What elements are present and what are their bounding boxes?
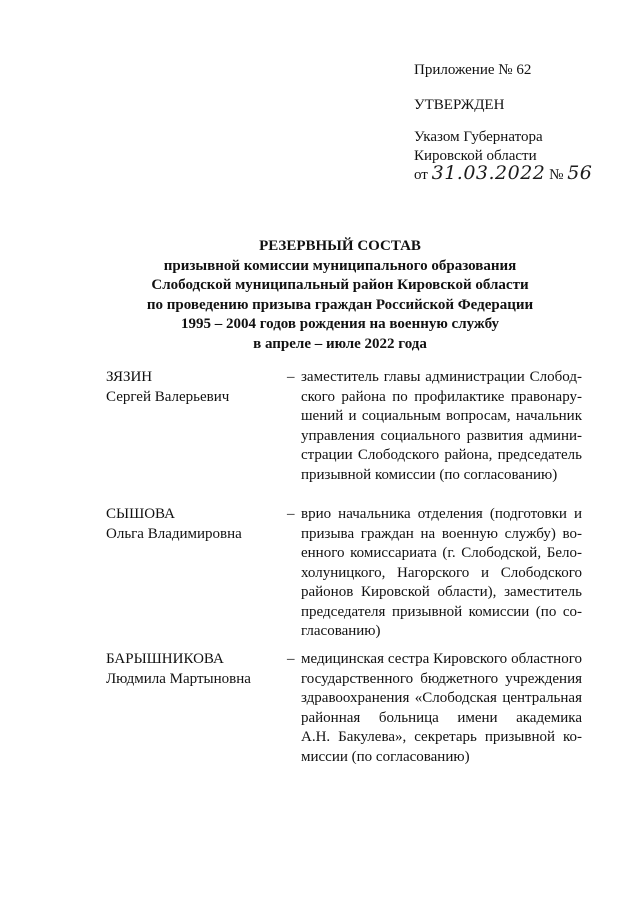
member-surname: СЫШОВА [106, 506, 175, 522]
decree-line-2: Кировской области [414, 148, 537, 164]
appendix-number: Приложение № 62 [414, 62, 532, 78]
member-position [301, 505, 582, 642]
member-name [106, 368, 281, 407]
position-line: призыва граждан на военную службу) во- [301, 525, 582, 542]
position-line: шений и социальным вопросам, начальник [301, 408, 582, 424]
position-line: страции Слободского района, председатель [301, 447, 582, 463]
position-line: енного комиссариата (г. Слободской, Бело- [301, 545, 582, 561]
position-line: районов Кировской области), заместитель [301, 584, 582, 600]
position-line: врио начальника отделения (подготовки и [301, 506, 582, 522]
position-line: заместитель главы администрации Слобод- [301, 369, 582, 385]
document-title [110, 237, 570, 354]
title-line-6: в апреле – июле 2022 года [253, 335, 427, 352]
member-given-name: Людмила Мартыновна [106, 670, 251, 687]
dash-separator: – [287, 651, 295, 667]
member-given-name: Ольга Владимировна [106, 525, 242, 542]
member-name [106, 650, 281, 689]
date-prefix: от [414, 167, 428, 183]
decree-date-line [414, 164, 592, 184]
position-line: гласованию) [301, 623, 381, 639]
handwritten-number: 56 [567, 162, 593, 184]
position-line: районная больница имени академика [301, 709, 582, 726]
member-position [301, 650, 582, 767]
title-line-3: Слободской муниципальный район Кировской области [151, 277, 529, 293]
title-line-1: РЕЗЕРВНЫЙ СОСТАВ [259, 238, 421, 254]
approved-label: УТВЕРЖДЕН [414, 97, 505, 113]
title-line-2: призывной комиссии муниципального образования [163, 257, 517, 274]
member-given-name: Сергей Валерьевич [106, 388, 230, 405]
position-line: призывной комиссии (по согласованию) [301, 466, 558, 483]
member-position [301, 368, 582, 485]
member-surname: ЗЯЗИН [106, 369, 153, 385]
number-sign: № [549, 167, 564, 183]
position-line: медицинская сестра Кировского областного [301, 651, 582, 667]
title-line-5: 1995 – 2004 годов рождения на военную службу [180, 316, 500, 332]
title-line-4: по проведению призыва граждан Российской Федерации [146, 296, 534, 313]
dash-separator: – [287, 506, 295, 522]
position-line: А.Н. Бакулева», секретарь призывной ко- [301, 729, 582, 745]
position-line: управления социального развития админи- [301, 427, 582, 444]
member-name [106, 505, 281, 544]
position-line: здравоохранения «Слободская центральная [301, 690, 582, 706]
handwritten-date: 31.03.2022 [431, 162, 546, 184]
position-line: миссии (по согласованию) [301, 748, 470, 765]
position-line: председателя призывной комиссии (по со- [301, 603, 582, 620]
position-line: ского района по профилактике правонару- [301, 388, 582, 405]
position-line: холуницкого, Нагорского и Слободского [301, 564, 582, 581]
member-surname: БАРЫШНИКОВА [106, 651, 224, 667]
dash-separator: – [287, 369, 295, 385]
decree-line-1: Указом Губернатора [414, 129, 543, 145]
position-line: государственного бюджетного учреждения [301, 670, 582, 687]
